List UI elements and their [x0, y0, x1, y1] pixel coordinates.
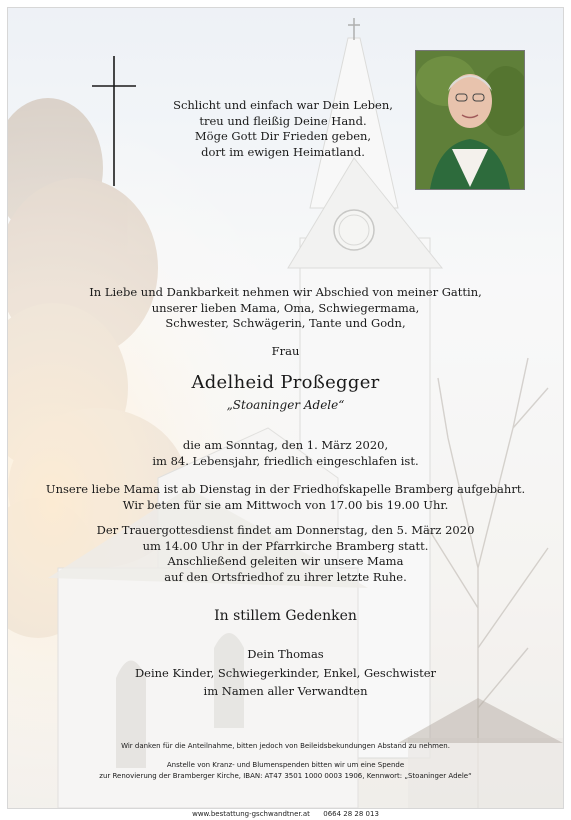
intro-line: unserer lieben Mama, Oma, Schwiegermama, — [151, 300, 420, 315]
intro-line: In Liebe und Dankbarkeit nehmen wir Abschied von meiner Gattin, — [89, 285, 482, 299]
mourner-line: Deine Kinder, Schwiegerkinder, Enkel, Geschwister — [134, 665, 437, 680]
death-line: im 84. Lebensjahr, friedlich eingeschlafen ist. — [152, 453, 419, 468]
mourner-line: Dein Thomas — [247, 647, 324, 661]
poem-line: Schlicht und einfach war Dein Leben, — [173, 98, 393, 112]
viewing-line: Wir beten für sie am Mittwoch von 17.00 bis 19.00 Uhr. — [122, 497, 449, 512]
cross-icon — [92, 56, 136, 186]
deceased-name: Adelheid Proßegger — [191, 372, 380, 393]
nickname: „Stoaninger Adele“ — [226, 398, 345, 412]
viewing-text — [8, 482, 563, 513]
donation-line: zur Renovierung der Bramberger Kirche, IBAN: AT47 3501 1000 0003 1906, Kennwort: „Stoaninger Adele“ — [99, 772, 472, 780]
service-line: Der Trauergottesdienst findet am Donnerstag, den 5. März 2020 — [96, 523, 475, 537]
service-text — [8, 523, 563, 585]
title-word: Frau — [271, 344, 300, 358]
mourner-line: im Namen aller Verwandten — [203, 684, 368, 698]
obituary-card — [7, 7, 564, 809]
service-line: Anschließend geleiten wir unsere Mama — [167, 554, 404, 568]
poem-line: treu und fleißig Deine Hand. — [199, 113, 367, 128]
intro-line: Schwester, Schwägerin, Tante und Godn, — [165, 316, 406, 330]
memory-heading: In stillem Gedenken — [214, 608, 357, 624]
thanks-note: Wir danken für die Anteilnahme, bitten jedoch von Beileidsbekundungen Abstand zu nehmen. — [121, 742, 450, 750]
donation-line: Anstelle von Kranz- und Blumenspenden bitten wir um eine Spende — [166, 761, 405, 769]
poem-line: dort im ewigen Heimatland. — [201, 144, 365, 159]
intro-text — [8, 285, 563, 332]
death-line: die am Sonntag, den 1. März 2020, — [182, 438, 389, 452]
poem — [158, 98, 408, 160]
service-line: auf den Ortsfriedhof zu ihrer letzte Ruhe. — [164, 569, 407, 584]
footer-phone: 0664 28 28 013 — [323, 810, 379, 818]
mourners-text — [8, 647, 563, 700]
viewing-line: Unsere liebe Mama ist ab Dienstag in der Friedhofskapelle Bramberg aufgebahrt. — [45, 482, 526, 496]
footer-website[interactable]: www.bestattung-gschwandtner.at — [192, 810, 310, 818]
donation-note — [8, 760, 563, 782]
death-text — [8, 438, 563, 469]
portrait-photo — [415, 50, 525, 190]
footer — [0, 810, 571, 818]
service-line: um 14.00 Uhr in der Pfarrkirche Bramberg statt. — [142, 538, 429, 553]
poem-line: Möge Gott Dir Frieden geben, — [194, 129, 372, 143]
